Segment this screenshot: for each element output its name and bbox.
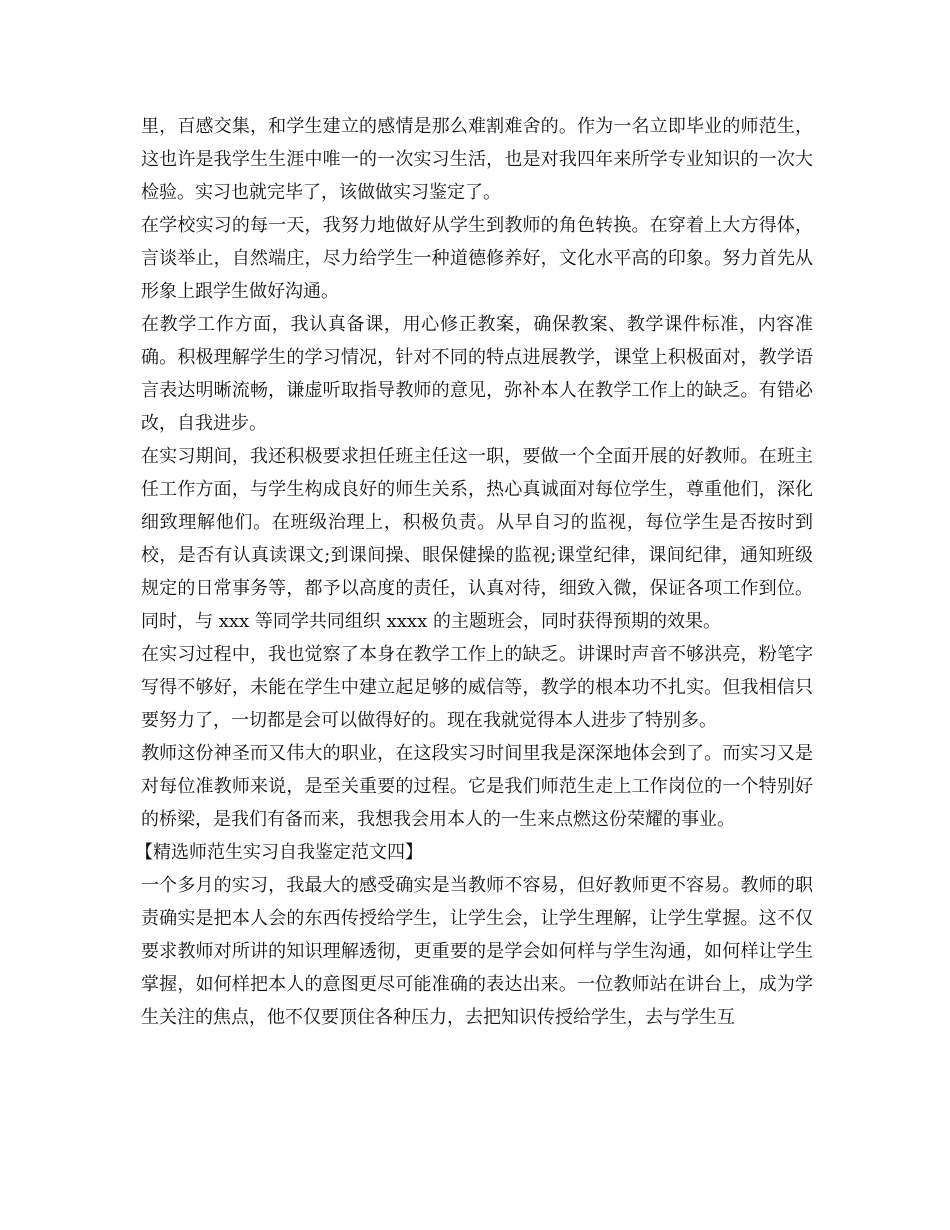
paragraph-4: 在实习期间，我还积极要求担任班主任这一职，要做一个全面开展的好教师。在班主任工作方面，与学生构成良好的师生关系，热心真诚面对每位学生，尊重他们，深化细致理解他们。在班级治理上，积极负责。从早自习的监视，每位学生是否按时到校，是否有认真读课文;到课间操、眼保健操的监视;课堂纪律，课间纪律，通知班级规定的日常事务等，都予以高度的责任，认真对待，细致入微，保证各项工作到位。同时，与 xxx 等同学共同组织 xxxx 的主题班会，同时获得预期的效果。 — [141, 446, 813, 632]
paragraph-2: 在学校实习的每一天，我努力地做好从学生到教师的角色转换。在穿着上大方得体，言谈举止，自然端庄，尽力给学生一种道德修养好，文化水平高的印象。努力首先从形象上跟学生做好沟通。 — [141, 215, 813, 302]
section-paragraph-1: 一个多月的实习，我最大的感受确实是当教师不容易，但好教师更不容易。教师的职责确实是把本人会的东西传授给学生，让学生会，让学生理解，让学生掌握。这不仅要求教师对所讲的知识理解透彻，更重要的是学会如何样与学生沟通，如何样让学生掌握，如何样把本人的意图更尽可能准确的表达出来。一位教师站在讲台上，成为学生关注的焦点，他不仅要顶住各种压力，去把知识传授给学生，去与学生互 — [141, 875, 813, 1028]
paragraph-3: 在教学工作方面，我认真备课，用心修正教案，确保教案、教学课件标准，内容准确。积极理解学生的学习情况，针对不同的特点进展教学，课堂上积极面对，教学语言表达明晰流畅，谦虚听取指导教师的意见，弥补本人在教学工作上的缺乏。有错必改，自我进步。 — [141, 314, 813, 434]
document-body — [135, 110, 813, 1034]
section-heading: 【精选师范生实习自我鉴定范文四】 — [135, 842, 423, 863]
paragraph-1: 里，百感交集，和学生建立的感情是那么难割难舍的。作为一名立即毕业的师范生，这也许是我学生生涯中唯一的一次实习生活，也是对我四年来所学专业知识的一次大检验。实习也就完毕了，该做做实习鉴定了。 — [141, 116, 813, 203]
paragraph-5: 在实习过程中，我也觉察了本身在教学工作上的缺乏。讲课时声音不够洪亮，粉笔字写得不够好，未能在学生中建立起足够的威信等，教学的根本功不扎实。但我相信只要努力了，一切都是会可以做得好的。现在我就觉得本人进步了特别多。 — [141, 644, 813, 731]
paragraph-6: 教师这份神圣而又伟大的职业，在这段实习时间里我是深深地体会到了。而实习又是对每位准教师来说，是至关重要的过程。它是我们师范生走上工作岗位的一个特别好的桥梁，是我们有备而来，我想我会用本人的一生来点燃这份荣耀的事业。 — [141, 743, 813, 830]
